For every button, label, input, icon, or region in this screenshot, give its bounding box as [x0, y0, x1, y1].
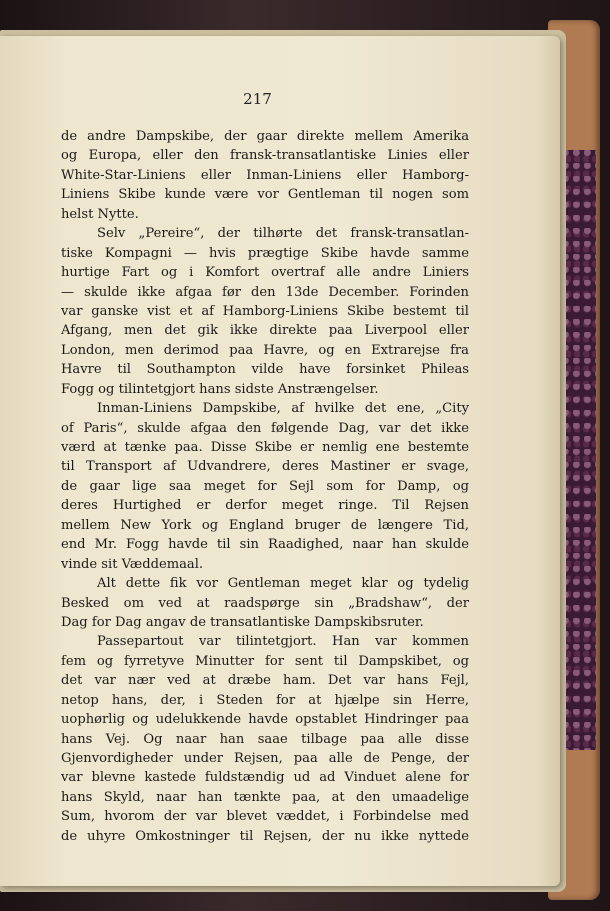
text-line: Liniens Skibe kunde være vor Gentleman til nogen som [61, 187, 469, 203]
text-line: Gjenvordigheder under Rejsen, paa alle de Penge, der [61, 751, 469, 766]
text-line: værd at tænke paa. Disse Skibe er nemlig ene bestemte [61, 440, 469, 455]
text-line: Havre til Southampton vilde have forsinket Phileas [61, 362, 469, 378]
text-line: of Paris“, skulde afgaa den følgende Dag, var det ikke [61, 420, 469, 436]
text-line: uophørlig og udelukkende havde opstablet Hindringer paa [61, 712, 469, 728]
text-line: — skulde ikke afgaa før den 13de December. Forinden [61, 284, 469, 300]
text-line: hans Vej. Og naar han saae tilbage paa alle disse [61, 731, 469, 747]
text-line: White-Star-Liniens eller Inman-Liniens eller Hamborg- [61, 167, 469, 183]
text-line: var blevne kastede fuldstændig ud ad Vinduet alene for [61, 770, 469, 786]
text-line: Sum, hvorom der var blevet væddet, i Forbindelse med [61, 809, 469, 825]
text-line: Alt dette fik vor Gentleman meget klar og tydelig [97, 576, 469, 592]
text-line: netop hans, der, i Steden for at hjælpe sin Herre, [61, 692, 469, 708]
text-line: Fogg og tilintetgjort hans sidste Anstrængelser. [61, 381, 379, 397]
text-line: helst Nytte. [61, 206, 139, 222]
text-line: Besked om ved at raadspørge sin „Bradshaw“, der [61, 595, 469, 611]
text-line: Dag for Dag angav de transatlantiske Dampskibsruter. [61, 614, 424, 630]
text-line: var ganske vist et af Hamborg-Liniens Skibe bestemt til [61, 303, 469, 319]
text-line: fem og fyrretyve Minutter for sent til Dampskibet, og [61, 653, 469, 669]
body-text [61, 127, 469, 846]
text-line: hurtige Fart og i Komfort overtraf alle andre Liniers [61, 265, 469, 281]
text-line: Selv „Pereire“, der tilhørte det fransk-transatlan- [97, 226, 469, 242]
text-line: end Mr. Fogg havde til sin Raadighed, naar han skulde [61, 537, 469, 553]
text-line: mellem New York og England bruger de længere Tid, [61, 517, 469, 533]
text-line: og Europa, eller den fransk-transatlantiske Linies eller [61, 148, 469, 164]
text-line: det var nær ved at dræbe ham. Det var hans Fejl, [61, 673, 469, 689]
text-line: vinde sit Væddemaal. [61, 556, 204, 572]
text-line: tiske Kompagni — hvis prægtige Skibe havde samme [61, 245, 469, 261]
text-line: Inman-Liniens Dampskibe, af hvilke det ene, „City [97, 401, 469, 417]
marbled-endpaper [562, 150, 596, 750]
text-line: de andre Dampskibe, der gaar direkte mellem Amerika [61, 129, 469, 144]
text-line: deres Hurtighed er derfor meget ringe. Til Rejsen [61, 498, 469, 514]
text-line: til Transport af Udvandrere, deres Mastiner er svage, [61, 459, 469, 475]
text-line: de uhyre Omkostninger til Rejsen, der nu ikke nyttede [61, 828, 469, 844]
page-number: 217 [243, 90, 272, 108]
text-line: hans Skyld, naar han tænkte paa, at den umaadelige [61, 789, 469, 805]
text-line: Afgang, men det gik ikke direkte paa Liverpool eller [61, 323, 469, 339]
text-line: de gaar lige saa meget for Sejl som for Damp, og [61, 478, 469, 494]
text-line: London, men derimod paa Havre, og en Extrarejse fra [61, 342, 469, 358]
text-line: Passepartout var tilintetgjort. Han var kommen [97, 634, 469, 650]
